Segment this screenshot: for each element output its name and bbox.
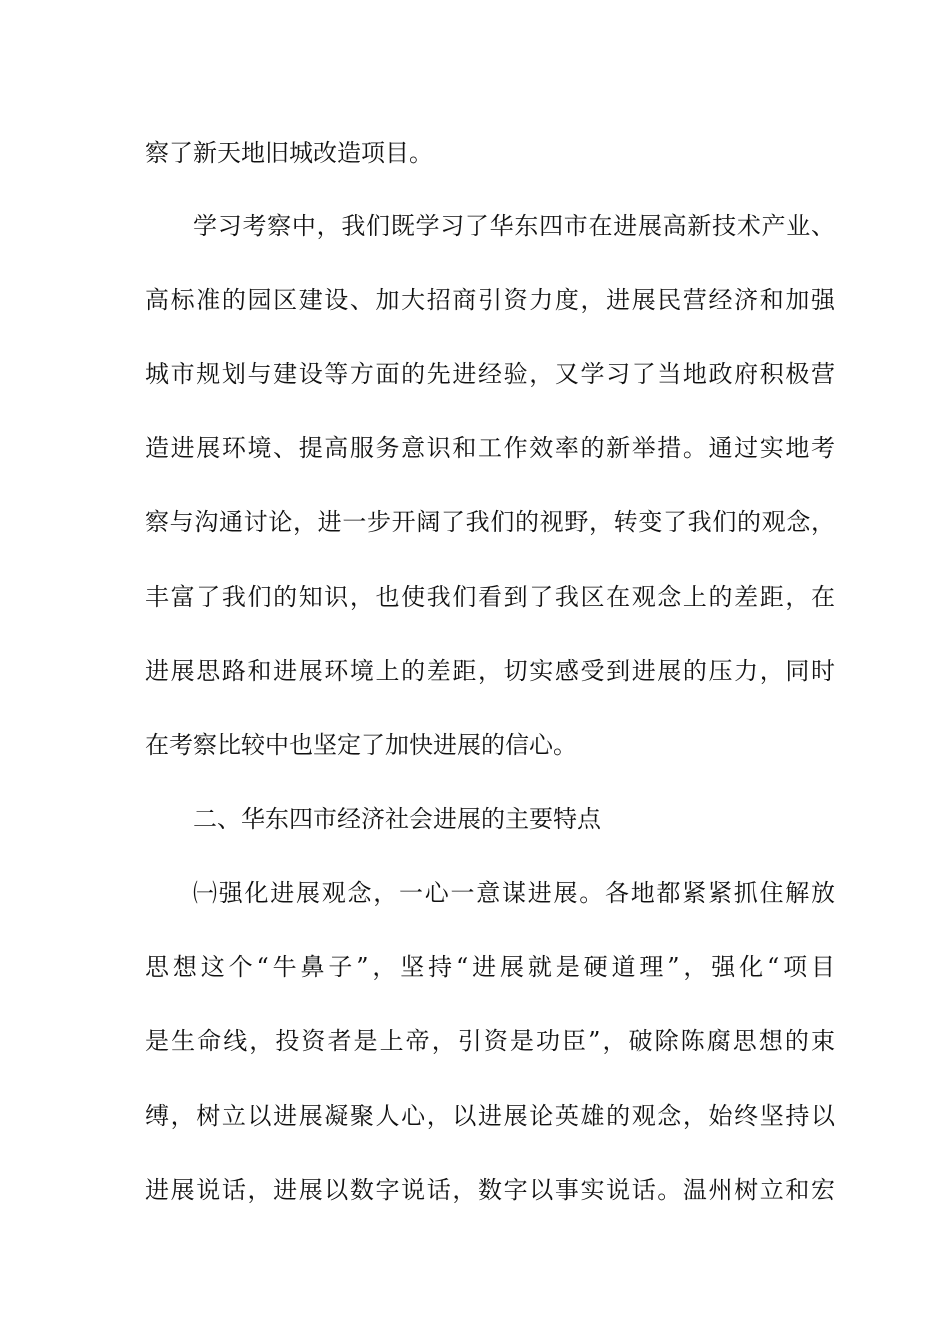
text-line: 是生命线，投资者是上帝，引资是功臣”，破除陈腐思想的束 [145,1027,835,1055]
paragraph-start-line: ㈠强化进展观念，一心一意谋进展。各地都紧紧抓住解放 [193,879,835,907]
section-heading: 二、华东四市经济社会进展的主要特点 [193,805,601,833]
text-line: 缚，树立以进展凝聚人心，以进展论英雄的观念，始终坚持以 [145,1102,835,1130]
paragraph-start-line: 学习考察中，我们既学习了华东四市在进展高新技术产业、 [193,212,835,240]
text-line: 思想这个“牛鼻子”，坚持“进展就是硬道理”，强化“项目 [145,953,835,981]
text-line: 察了新天地旧城改造项目。 [145,139,433,167]
text-line: 在考察比较中也坚定了加快进展的信心。 [145,731,577,759]
text-line: 察与沟通讨论，进一步开阔了我们的视野，转变了我们的观念， [145,508,835,536]
text-line: 丰富了我们的知识，也使我们看到了我区在观念上的差距，在 [145,583,835,611]
text-line: 城市规划与建设等方面的先进经验，又学习了当地政府积极营 [145,360,835,388]
text-line: 进展说话，进展以数字说话，数字以事实说话。温州树立和宏 [145,1176,835,1204]
text-line: 造进展环境、提高服务意识和工作效率的新举措。通过实地考 [145,434,835,462]
text-line: 高标准的园区建设、加大招商引资力度，进展民营经济和加强 [145,286,835,314]
text-line: 进展思路和进展环境上的差距，切实感受到进展的压力，同时 [145,657,835,685]
